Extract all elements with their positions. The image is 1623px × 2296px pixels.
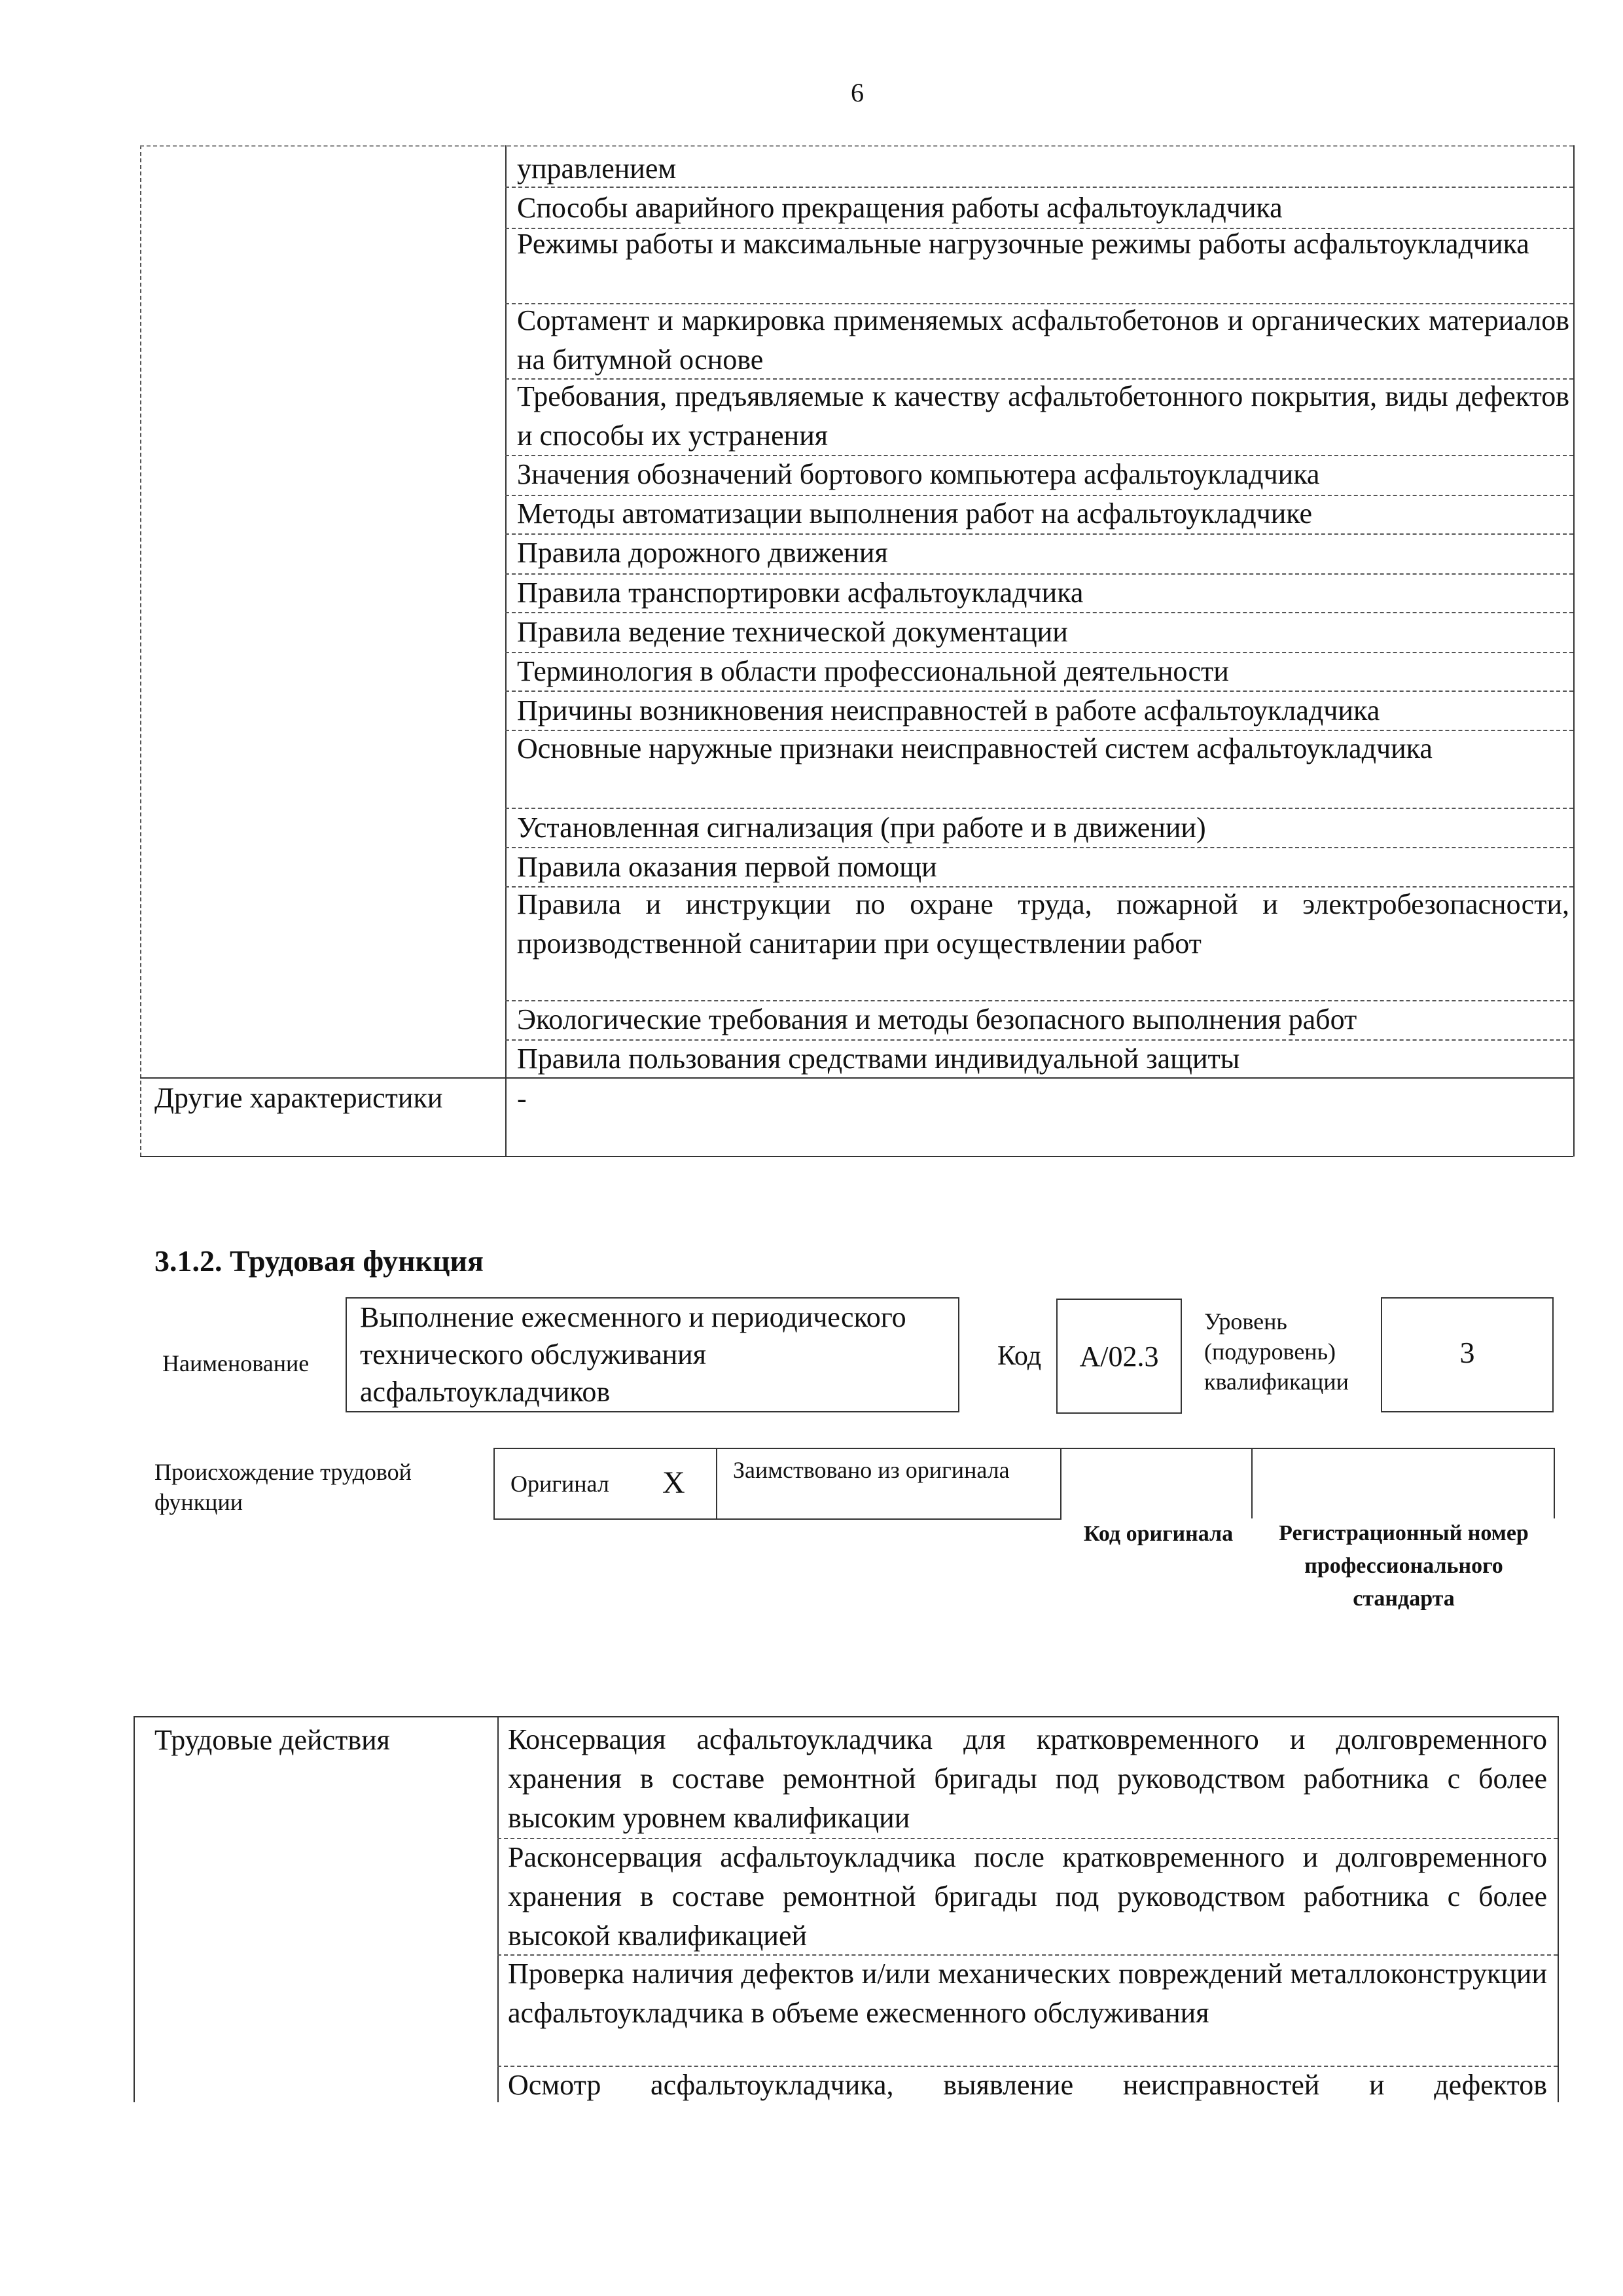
action-item: Осмотр асфальтоукладчика, выявление неисправностей и дефектов [508,2069,1547,2101]
knowledge-item: Сортамент и маркировка применяемых асфальтобетонов и органических материалов на битумной основе [517,304,1569,376]
table-right-border [1573,145,1575,1157]
knowledge-item: Терминология в области профессиональной деятельности [517,655,1229,687]
knowledge-item: Экологические требования и методы безопасного выполнения работ [517,1003,1357,1035]
original-mark: X [662,1465,685,1500]
other-characteristics-value: - [517,1083,527,1115]
knowledge-item: Правила дорожного движения [517,537,888,569]
table-top-border [140,145,1573,147]
original-code-caption: Код оригинала [1083,1522,1234,1546]
actions-divider [497,1716,499,2102]
borrowed-cell [716,1448,1061,1520]
knowledge-item: Правила пользования средствами индивидуальной защиты [517,1043,1240,1075]
actions-label: Трудовые действия [154,1724,390,1756]
original-cell [493,1448,717,1520]
table-column-divider [505,145,507,1157]
actions-top-border [134,1716,1558,1717]
name-box [346,1297,959,1412]
original-label: Оригинал [510,1471,609,1497]
registration-number-cell [1251,1448,1555,1518]
code-box [1056,1299,1182,1414]
knowledge-item: Правила и инструкции по охране труда, пожарной и электробезопасности, производственной санитарии при осуществлении работ [517,888,1569,960]
knowledge-item: Установленная сигнализация (при работе и в движении) [517,812,1206,844]
level-value: 3 [1459,1336,1475,1369]
knowledge-item: Режимы работы и максимальные нагрузочные режимы работы асфальтоукладчика [517,228,1529,260]
registration-number-caption: Регистрационный номер профессионального стандарта [1279,1521,1529,1611]
actions-left-border [134,1716,135,2102]
action-item: Расконсервация асфальтоукладчика после кратковременного и долговременного хранения в составе ремонтной бригады под руководством работника с более высокой квалификацией [508,1841,1547,1952]
name-label: Наименование [162,1350,310,1376]
knowledge-item: Основные наружные признаки неисправностей систем асфальтоукладчика [517,732,1433,764]
table-left-border [140,145,141,1157]
knowledge-item: Причины возникновения неисправностей в работе асфальтоукладчика [517,694,1380,726]
original-code-cell [1060,1448,1253,1518]
name-value: Выполнение ежесменного и периодического технического обслуживания асфальтоукладчиков [360,1301,906,1408]
knowledge-item: Методы автоматизации выполнения работ на асфальтоукладчике [517,497,1313,529]
page-number: 6 [851,78,864,107]
knowledge-item: Правила транспортировки асфальтоукладчика [517,577,1084,609]
borrowed-label: Заимствовано из оригинала [733,1457,1010,1483]
section-title: 3.1.2. Трудовая функция [154,1244,484,1278]
action-item: Консервация асфальтоукладчика для кратковременного и долговременного хранения в составе ремонтной бригады под руководством работника с более высоким уровнем квалификации [508,1723,1547,1834]
action-item: Проверка наличия дефектов и/или механических повреждений металлоконструкции асфальтоукладчика в объеме ежесменного обслуживания [508,1958,1547,2029]
knowledge-item: Правила оказания первой помощи [517,851,937,883]
code-value: A/02.3 [1079,1340,1159,1372]
knowledge-item: управлением [517,152,677,185]
knowledge-item: Требования, предъявляемые к качеству асфальтобетонного покрытия, виды дефектов и способы их устранения [517,380,1569,452]
level-box [1381,1297,1554,1412]
actions-right-border [1558,1716,1559,2102]
knowledge-item: Значения обозначений бортового компьютера асфальтоукладчика [517,458,1320,490]
knowledge-item: Правила ведение технической документации [517,616,1068,648]
other-characteristics-label: Другие характеристики [154,1082,443,1114]
code-label: Код [997,1341,1042,1371]
level-label: Уровень (подуровень) квалификации [1204,1308,1349,1395]
knowledge-item: Способы аварийного прекращения работы асфальтоукладчика [517,192,1283,224]
origin-label: Происхождение трудовой функции [154,1459,412,1515]
